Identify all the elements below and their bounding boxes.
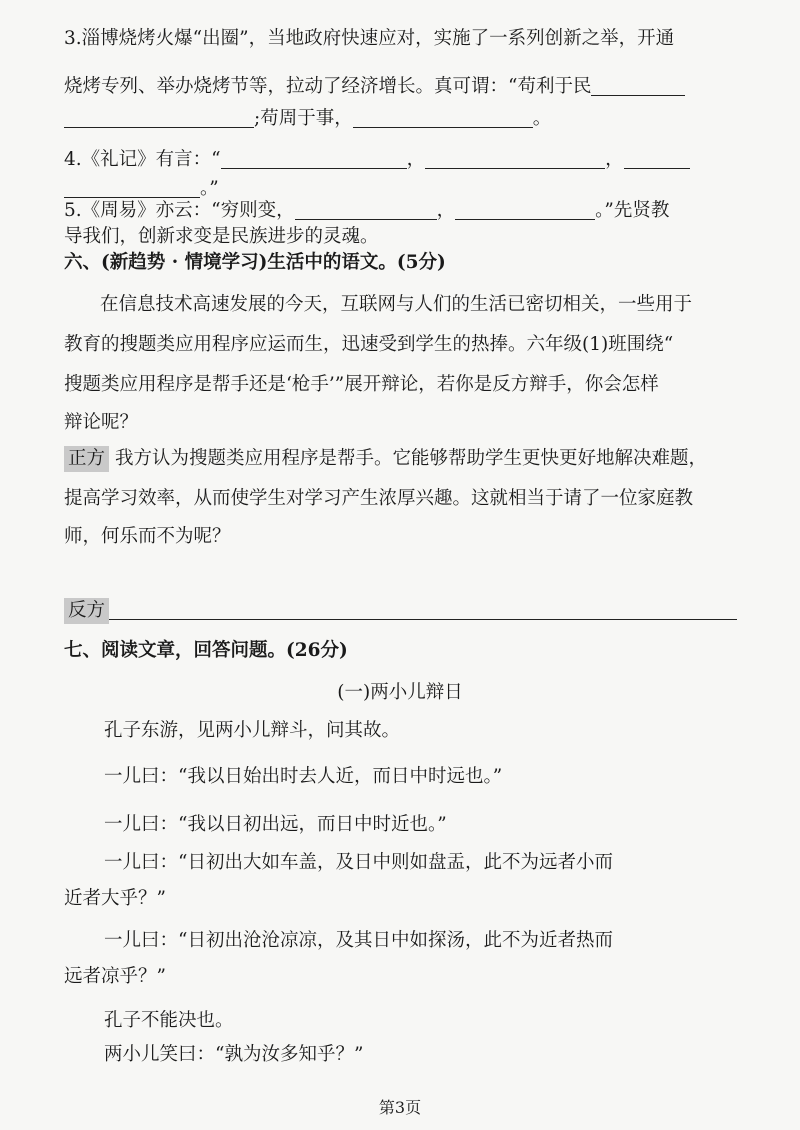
q5-blank-2[interactable] bbox=[455, 199, 595, 220]
q3-blank-3[interactable] bbox=[353, 107, 533, 128]
passage-title: (一)两小儿辩日 bbox=[337, 682, 463, 703]
passage-line3: 一儿曰：“我以日初出远，而日中时近也。” bbox=[104, 814, 447, 835]
q4-blank-3[interactable] bbox=[624, 148, 690, 169]
pro-tag: 正方 bbox=[64, 446, 109, 472]
pro-line2: 提高学习效率，从而使学生对学习产生浓厚兴趣。这就相当于请了一位家庭教 bbox=[64, 488, 694, 509]
q4-blank-1[interactable] bbox=[221, 148, 407, 169]
q4-comma-1: ， bbox=[406, 149, 426, 170]
q4-blank-4[interactable] bbox=[64, 177, 200, 198]
con-tag: 反方 bbox=[64, 598, 109, 624]
q3-blank-2[interactable] bbox=[64, 107, 254, 128]
section7-title: 七、阅读文章，回答问题。(26分) bbox=[64, 640, 348, 661]
passage-line8: 孔子不能决也。 bbox=[104, 1010, 234, 1031]
q4-line1 bbox=[64, 147, 690, 173]
q5-text-a: 5.《周易》亦云：“穷则变， bbox=[64, 200, 295, 221]
q5-comma: ， bbox=[436, 200, 456, 221]
pro-text-1: 我方认为搜题类应用程序是帮手。它能够帮助学生更快更好地解决难题， bbox=[115, 448, 708, 469]
q4-blank-2[interactable] bbox=[425, 148, 605, 169]
q5-text-c: 导我们，创新求变是民族进步的灵魂。 bbox=[64, 226, 379, 247]
passage-line7: 远者凉乎？” bbox=[64, 966, 166, 987]
pro-line3: 师，何乐而不为呢？ bbox=[64, 526, 231, 547]
q3-blank-1[interactable] bbox=[591, 75, 685, 96]
section6-para-line1: 在信息技术高速发展的今天，互联网与人们的生活已密切相关，一些用于 bbox=[100, 294, 693, 315]
section6-para-line2: 教育的搜题类应用程序应运而生，迅速受到学生的热捧。六年级(1)班围绕“ bbox=[64, 334, 674, 355]
q3-line3 bbox=[64, 106, 551, 132]
section6-para-line4: 辩论呢？ bbox=[64, 412, 139, 433]
q3-text-a: 3.淄博烧烤火爆“出圈”，当地政府快速应对，实施了一系列创新之举，开通 bbox=[64, 28, 675, 49]
q4-text-a: 4.《礼记》有言：“ bbox=[64, 149, 221, 170]
q4-comma-2: ， bbox=[605, 149, 624, 170]
con-line bbox=[64, 598, 737, 624]
q3-line1 bbox=[64, 26, 674, 52]
q3-text-c: ;苟周于事， bbox=[254, 108, 353, 129]
passage-line6: 一儿曰：“日初出沧沧凉凉，及其日中如探汤，此不为近者热而 bbox=[104, 930, 613, 951]
passage-line9: 两小儿笑曰：“孰为汝多知乎？” bbox=[104, 1044, 364, 1065]
q3-text-b: 烧烤专列、举办烧烤节等，拉动了经济增长。真可谓：“苟利于民 bbox=[64, 76, 592, 97]
q3-end: 。 bbox=[532, 108, 552, 129]
section6-title: 六、(新趋势 · 情境学习)生活中的语文。(5分) bbox=[64, 252, 446, 273]
q5-text-b: 。”先贤教 bbox=[595, 200, 670, 221]
q5-line1 bbox=[64, 198, 669, 224]
q5-blank-1[interactable] bbox=[295, 199, 437, 220]
section6-para-line3: 搜题类应用程序是帮手还是‘枪手’”展开辩论，若你是反方辩手，你会怎样 bbox=[64, 374, 659, 395]
page-number: 第3页 bbox=[378, 1098, 422, 1117]
passage-line4: 一儿曰：“日初出大如车盖，及日中则如盘盂，此不为远者小而 bbox=[104, 852, 613, 873]
passage-line5: 近者大乎？” bbox=[64, 888, 166, 909]
q4-end: 。” bbox=[200, 178, 219, 199]
q3-line2 bbox=[64, 74, 685, 100]
passage-line2: 一儿曰：“我以日始出时去人近，而日中时远也。” bbox=[104, 766, 503, 787]
con-answer-blank[interactable] bbox=[109, 599, 737, 620]
pro-line1 bbox=[64, 446, 707, 472]
q5-line2 bbox=[64, 224, 379, 250]
passage-line1: 孔子东游，见两小儿辩斗，问其故。 bbox=[104, 720, 401, 741]
